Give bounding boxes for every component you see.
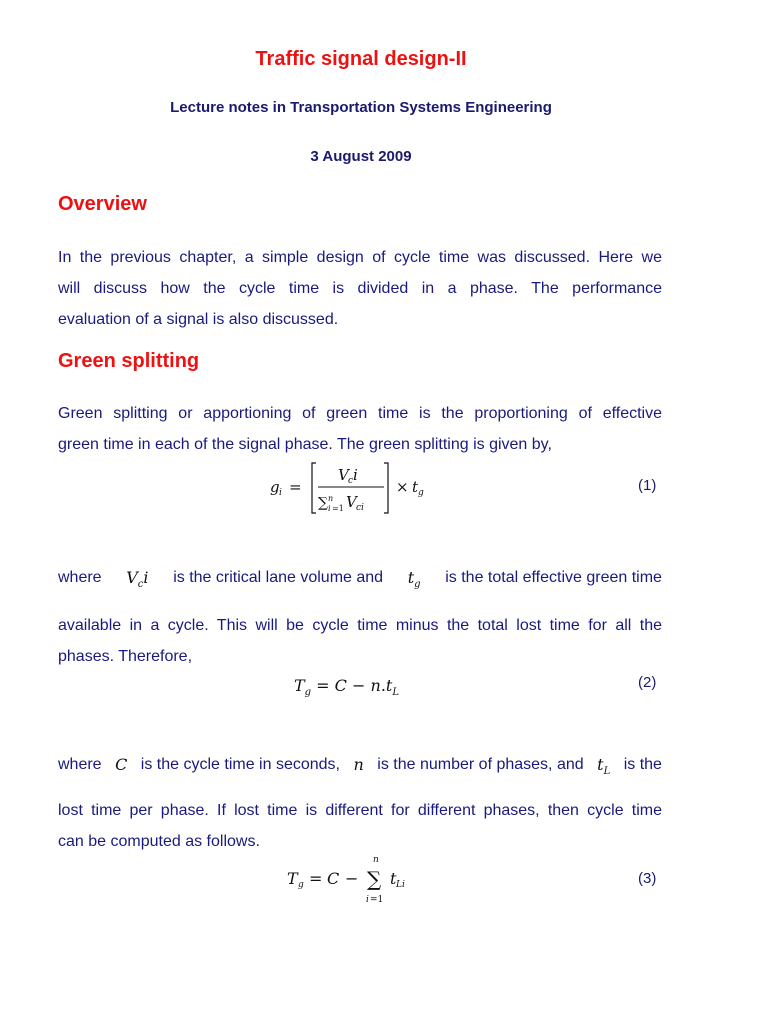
- svg-text:t: t: [390, 869, 397, 888]
- svg-text:C: C: [327, 869, 340, 888]
- svg-text:=1: =1: [332, 504, 344, 513]
- document-subtitle: Lecture notes in Transportation Systems Engineering: [170, 99, 552, 116]
- svg-text:=: =: [289, 478, 302, 496]
- gs-p2-line-2: available in a cycle. This will be cycle time minus the total lost time for all the: [58, 617, 662, 635]
- gs-p3-line-2: lost time per phase. If lost time is different for different phases, then cycle time: [58, 802, 662, 820]
- critical-lane-volume-symbol: $V_ci$: [126, 568, 149, 591]
- svg-text:c: c: [348, 476, 354, 486]
- overview-heading: Overview: [58, 193, 147, 215]
- svg-text:i: i: [279, 488, 282, 498]
- gs-paragraph-3: [58, 752, 662, 857]
- svg-text:−: −: [345, 869, 359, 888]
- gs-p2-line-3: phases. Therefore,: [58, 648, 193, 666]
- gs-p2-text-a: is the critical lane volume and: [173, 569, 384, 586]
- green-splitting-paragraph: [58, 398, 662, 460]
- svg-text:V: V: [346, 493, 357, 511]
- gs-p2-line-1: [58, 565, 662, 598]
- equation-2: $T_g = C - n.t_L$: [294, 676, 399, 699]
- svg-text:g: g: [418, 488, 424, 498]
- equation-1: [270, 460, 440, 516]
- svg-text:=1: =1: [370, 895, 384, 905]
- phases-symbol: n: [353, 755, 364, 774]
- lost-time-symbol: $t_L$: [597, 755, 611, 778]
- svg-text:∑: ∑: [367, 867, 382, 891]
- equation-1-number: (1): [638, 477, 657, 494]
- svg-text:∑: ∑: [318, 495, 328, 511]
- cycle-time-symbol: C: [115, 755, 128, 774]
- overview-line-1: In the previous chapter, a simple design of cycle time was discussed. Here we: [58, 249, 662, 266]
- svg-text:g: g: [270, 478, 280, 496]
- gs-p3-text-b: is the number of phases, and: [377, 756, 584, 773]
- svg-text:×: ×: [396, 478, 409, 496]
- svg-text:V: V: [338, 466, 349, 484]
- svg-text:g: g: [298, 880, 304, 890]
- gs-p3-line-1: [58, 752, 662, 785]
- gs-p3-text-a: is the cycle time in seconds,: [140, 756, 340, 773]
- svg-text:t: t: [412, 478, 419, 496]
- gs-line-2: green time in each of the signal phase. The green splitting is given by,: [58, 436, 552, 453]
- effective-green-symbol: $t_g$: [407, 568, 421, 591]
- gs-line-1: Green splitting or apportioning of green time is the proportioning of effective: [58, 405, 662, 422]
- overview-line-2: will discuss how the cycle time is divided in a phase. The performance: [58, 280, 662, 297]
- gs-paragraph-2: [58, 565, 662, 672]
- svg-text:i: i: [366, 895, 369, 905]
- equation-3-graphic: [287, 852, 427, 908]
- overview-paragraph: [58, 242, 662, 335]
- gs-p3-where: where: [58, 756, 102, 773]
- gs-p2-text-b: is the total effective green time: [445, 569, 662, 586]
- svg-text:i: i: [328, 504, 331, 513]
- gs-p2-where: where: [58, 569, 102, 586]
- gs-p3-line-3: can be computed as follows.: [58, 833, 260, 851]
- svg-text:T: T: [287, 869, 298, 888]
- green-splitting-heading: Green splitting: [58, 350, 200, 372]
- equation-3-number: (3): [638, 870, 657, 887]
- equation-2-number: (2): [638, 674, 657, 691]
- svg-text:ci: ci: [356, 503, 364, 513]
- document-title: Traffic signal design-II: [255, 48, 467, 70]
- equation-3: [287, 852, 427, 908]
- svg-text:=: =: [309, 869, 323, 888]
- equation-1-graphic: [270, 460, 440, 516]
- gs-p3-text-c: is the: [623, 756, 662, 773]
- svg-text:i: i: [353, 466, 358, 484]
- svg-text:n: n: [373, 855, 379, 865]
- overview-line-3: evaluation of a signal is also discussed.: [58, 311, 339, 328]
- svg-text:Li: Li: [396, 880, 405, 890]
- svg-text:n: n: [328, 494, 334, 503]
- document-date: 3 August 2009: [310, 148, 412, 165]
